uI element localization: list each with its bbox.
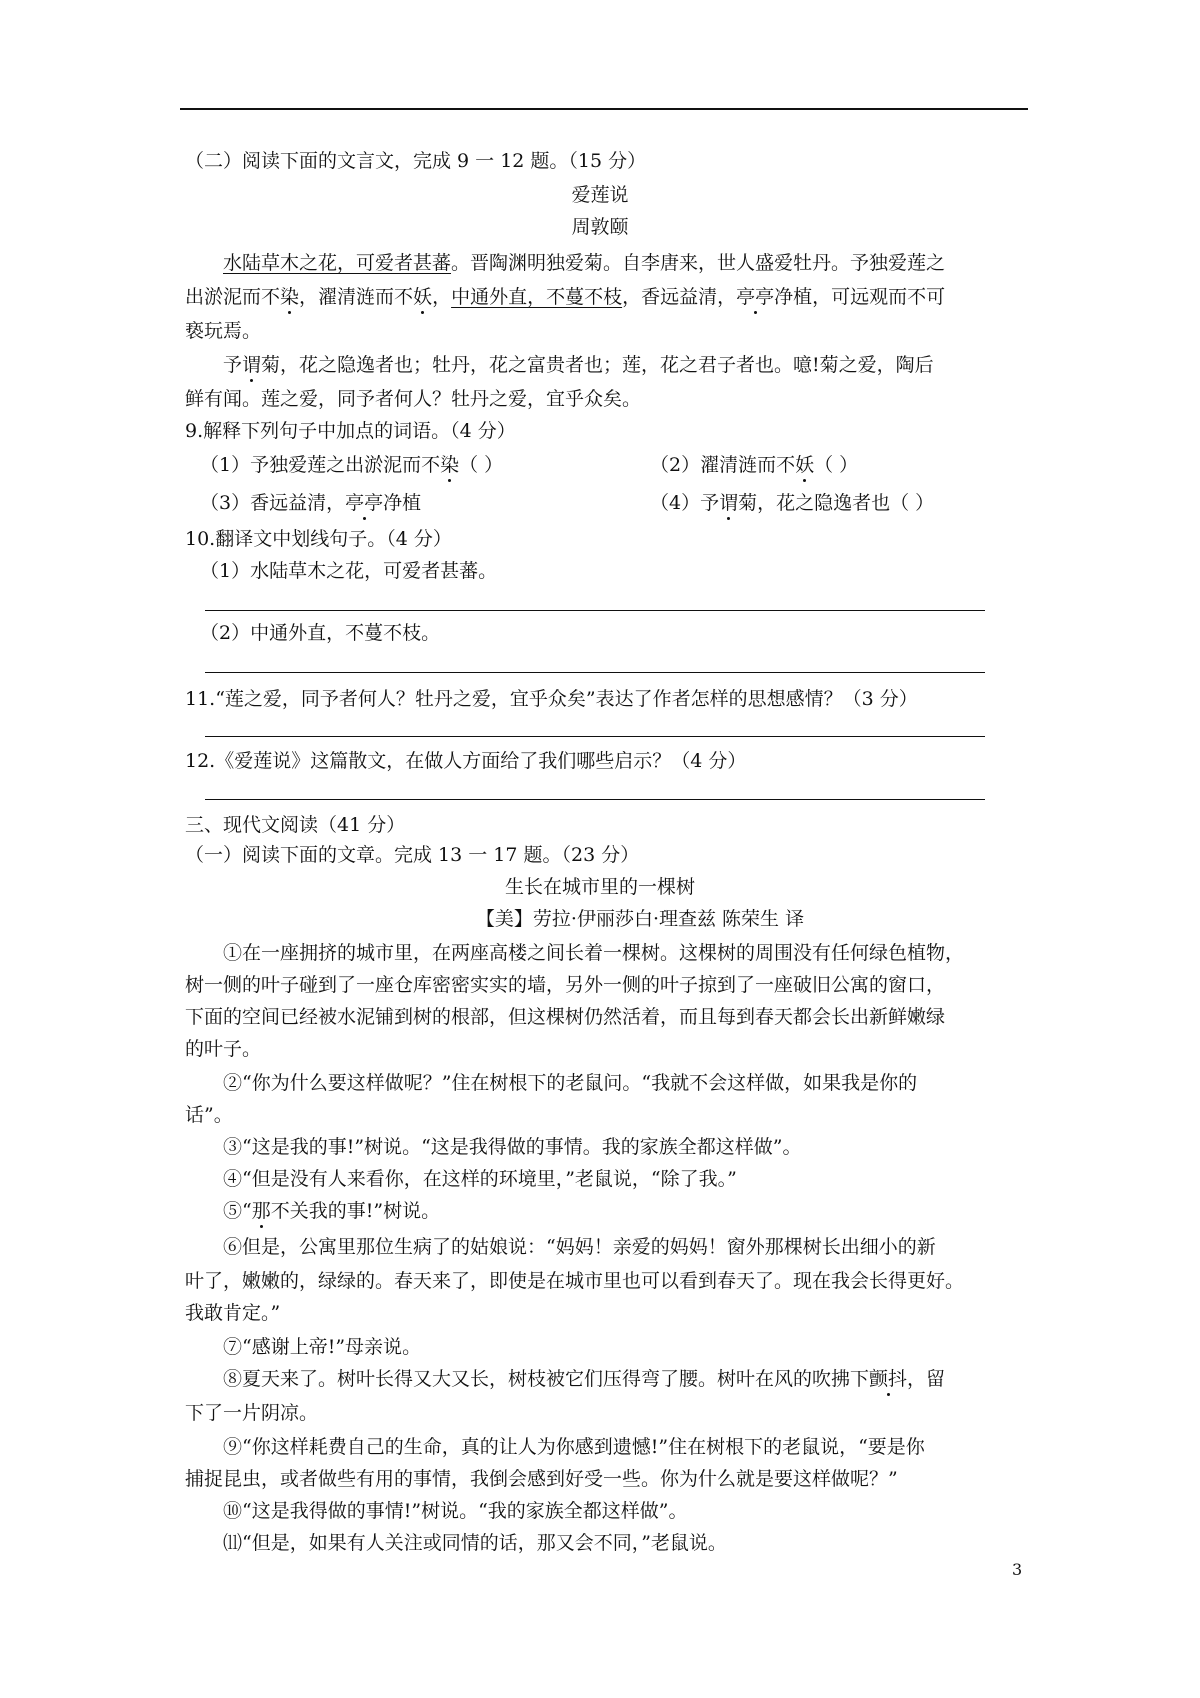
essay-p6-line3: 我敢肯定。” [185, 1302, 281, 1324]
essay-p3: ③“这是我的事!”树说。“这是我得做的事情。我的家族全都这样做”。 [223, 1136, 802, 1158]
header-rule [180, 108, 1028, 110]
essay-p11: ⑾“但是，如果有人关注或同情的话，那又会不同，”老鼠说。 [223, 1532, 727, 1554]
essay-p6-line1: ⑥但是，公寓里那位生病了的姑娘说：“妈妈！亲爱的妈妈！窗外那棵树长出细小的新 [223, 1236, 936, 1258]
q9-item2: （2）濯清涟而不妖（ ） [650, 454, 859, 476]
dotted-word: 亭亭 [736, 286, 775, 308]
answer-line[interactable] [205, 672, 985, 673]
q10-sentence1: （1）水陆草木之花，可爱者甚蕃。 [200, 560, 498, 582]
classical-p2-line1: 予谓菊，花之隐逸者也；牡丹，花之富贵者也；莲，花之君子者也。噫!菊之爱，陶后 [223, 354, 934, 376]
underlined-sentence-1: 水陆草木之花，可爱者甚蕃 [223, 252, 452, 274]
classical-p1-line1: 水陆草木之花，可爱者甚蕃。晋陶渊明独爱菊。自李唐来，世人盛爱牡丹。予独爱莲之 [223, 252, 946, 274]
dotted-word: 妖 [413, 286, 433, 308]
q12-stem: 12.《爱莲说》这篇散文，在做人方面给了我们哪些启示？（4 分） [185, 750, 747, 772]
q9-item1: （1）予独爱莲之出淤泥而不染（ ） [200, 454, 504, 476]
essay-p1-line3: 下面的空间已经被水泥铺到树的根部，但这棵树仍然活着，而且每到春天都会长出新鲜嫩绿 [185, 1006, 946, 1028]
essay-p2-line2: 话”。 [185, 1104, 233, 1126]
answer-line[interactable] [205, 610, 985, 611]
dotted-word: 颤抖 [869, 1368, 908, 1390]
page-number: 3 [1012, 1560, 1023, 1579]
essay-title: 生长在城市里的一棵树 [504, 876, 695, 898]
essay-p10: ⑩“这是我得做的事情!”树说。“我的家族全都这样做”。 [223, 1500, 688, 1522]
essay-p6-line2: 叶了，嫩嫩的，绿绿的。春天来了，即使是在城市里也可以看到春天了。现在我会长得更好。 [185, 1270, 965, 1292]
classical-p2-line2: 鲜有闻。莲之爱，同予者何人？牡丹之爱，宜乎众矣。 [185, 388, 642, 410]
classical-p1-line3: 亵玩焉。 [185, 320, 262, 342]
answer-line[interactable] [205, 736, 985, 737]
q9-item3: （3）香远益清，亭亭净植 [200, 492, 422, 514]
classical-p1-line2: 出淤泥而不染，濯清涟而不妖，中通外直，不蔓不枝，香远益清，亭亭净植，可远观而不可 [185, 286, 946, 308]
section2-heading: （二）阅读下面的文言文，完成 9 一 12 题。（15 分） [185, 150, 647, 172]
q11-stem: 11.“莲之爱，同予者何人？牡丹之爱，宜乎众矣”表达了作者怎样的思想感情？（3 分） [185, 688, 918, 710]
essay-p4: ④“但是没有人来看你，在这样的环境里，”老鼠说，“除了我。” [223, 1168, 737, 1190]
essay-p9-line2: 捕捉昆虫，或者做些有用的事情，我倒会感到好受一些。你为什么就是要这样做呢？” [185, 1468, 898, 1490]
section3-heading: 三、现代文阅读（41 分） [185, 814, 406, 836]
q10-stem: 10.翻译文中划线句子。（4 分） [185, 528, 452, 550]
dotted-word: 染 [280, 286, 300, 308]
dotted-word: 那 [251, 1200, 271, 1222]
q9-item4: （4）予谓菊，花之隐逸者也（ ） [650, 492, 935, 514]
essay-p5: ⑤“那不关我的事!”树说。 [223, 1200, 441, 1222]
essay-author: 【美】劳拉·伊丽莎白·理查兹 陈荣生 译 [475, 908, 805, 930]
dotted-word: 谓 [242, 354, 262, 376]
underlined-sentence-2: 中通外直，不蔓不枝 [451, 286, 623, 308]
essay-p7: ⑦“感谢上帝!”母亲说。 [223, 1336, 422, 1358]
essay-p9-line1: ⑨“你这样耗费自己的生命，真的让人为你感到遗憾!”住在树根下的老鼠说，“要是你 [223, 1436, 925, 1458]
dotted-word: 亭亭 [345, 492, 384, 514]
essay-p8-line1: ⑧夏天来了。树叶长得又大又长，树枝被它们压得弯了腰。树叶在风的吹拂下颤抖，留 [223, 1368, 946, 1390]
q10-sentence2: （2）中通外直，不蔓不枝。 [200, 622, 441, 644]
dotted-word: 妖 [795, 454, 815, 476]
dotted-word: 染 [440, 454, 460, 476]
essay-p1-line1: ①在一座拥挤的城市里，在两座高楼之间长着一棵树。这棵树的周围没有任何绿色植物， [223, 942, 965, 964]
dotted-word: 谓 [719, 492, 739, 514]
essay-p1-line4: 的叶子。 [185, 1038, 262, 1060]
classical-author: 周敦颐 [571, 216, 629, 238]
essay-p2-line1: ②“你为什么要这样做呢？”住在树根下的老鼠问。“我就不会这样做，如果我是你的 [223, 1072, 918, 1094]
answer-line[interactable] [205, 799, 985, 800]
q9-stem: 9.解释下列句子中加点的词语。（4 分） [185, 420, 516, 442]
section3-subheading: （一）阅读下面的文章。完成 13 一 17 题。（23 分） [185, 844, 640, 866]
essay-p8-line2: 下了一片阴凉。 [185, 1402, 319, 1424]
essay-p1-line2: 树一侧的叶子碰到了一座仓库密密实实的墙，另外一侧的叶子掠到了一座破旧公寓的窗口， [185, 974, 946, 996]
classical-title: 爱莲说 [571, 184, 629, 206]
